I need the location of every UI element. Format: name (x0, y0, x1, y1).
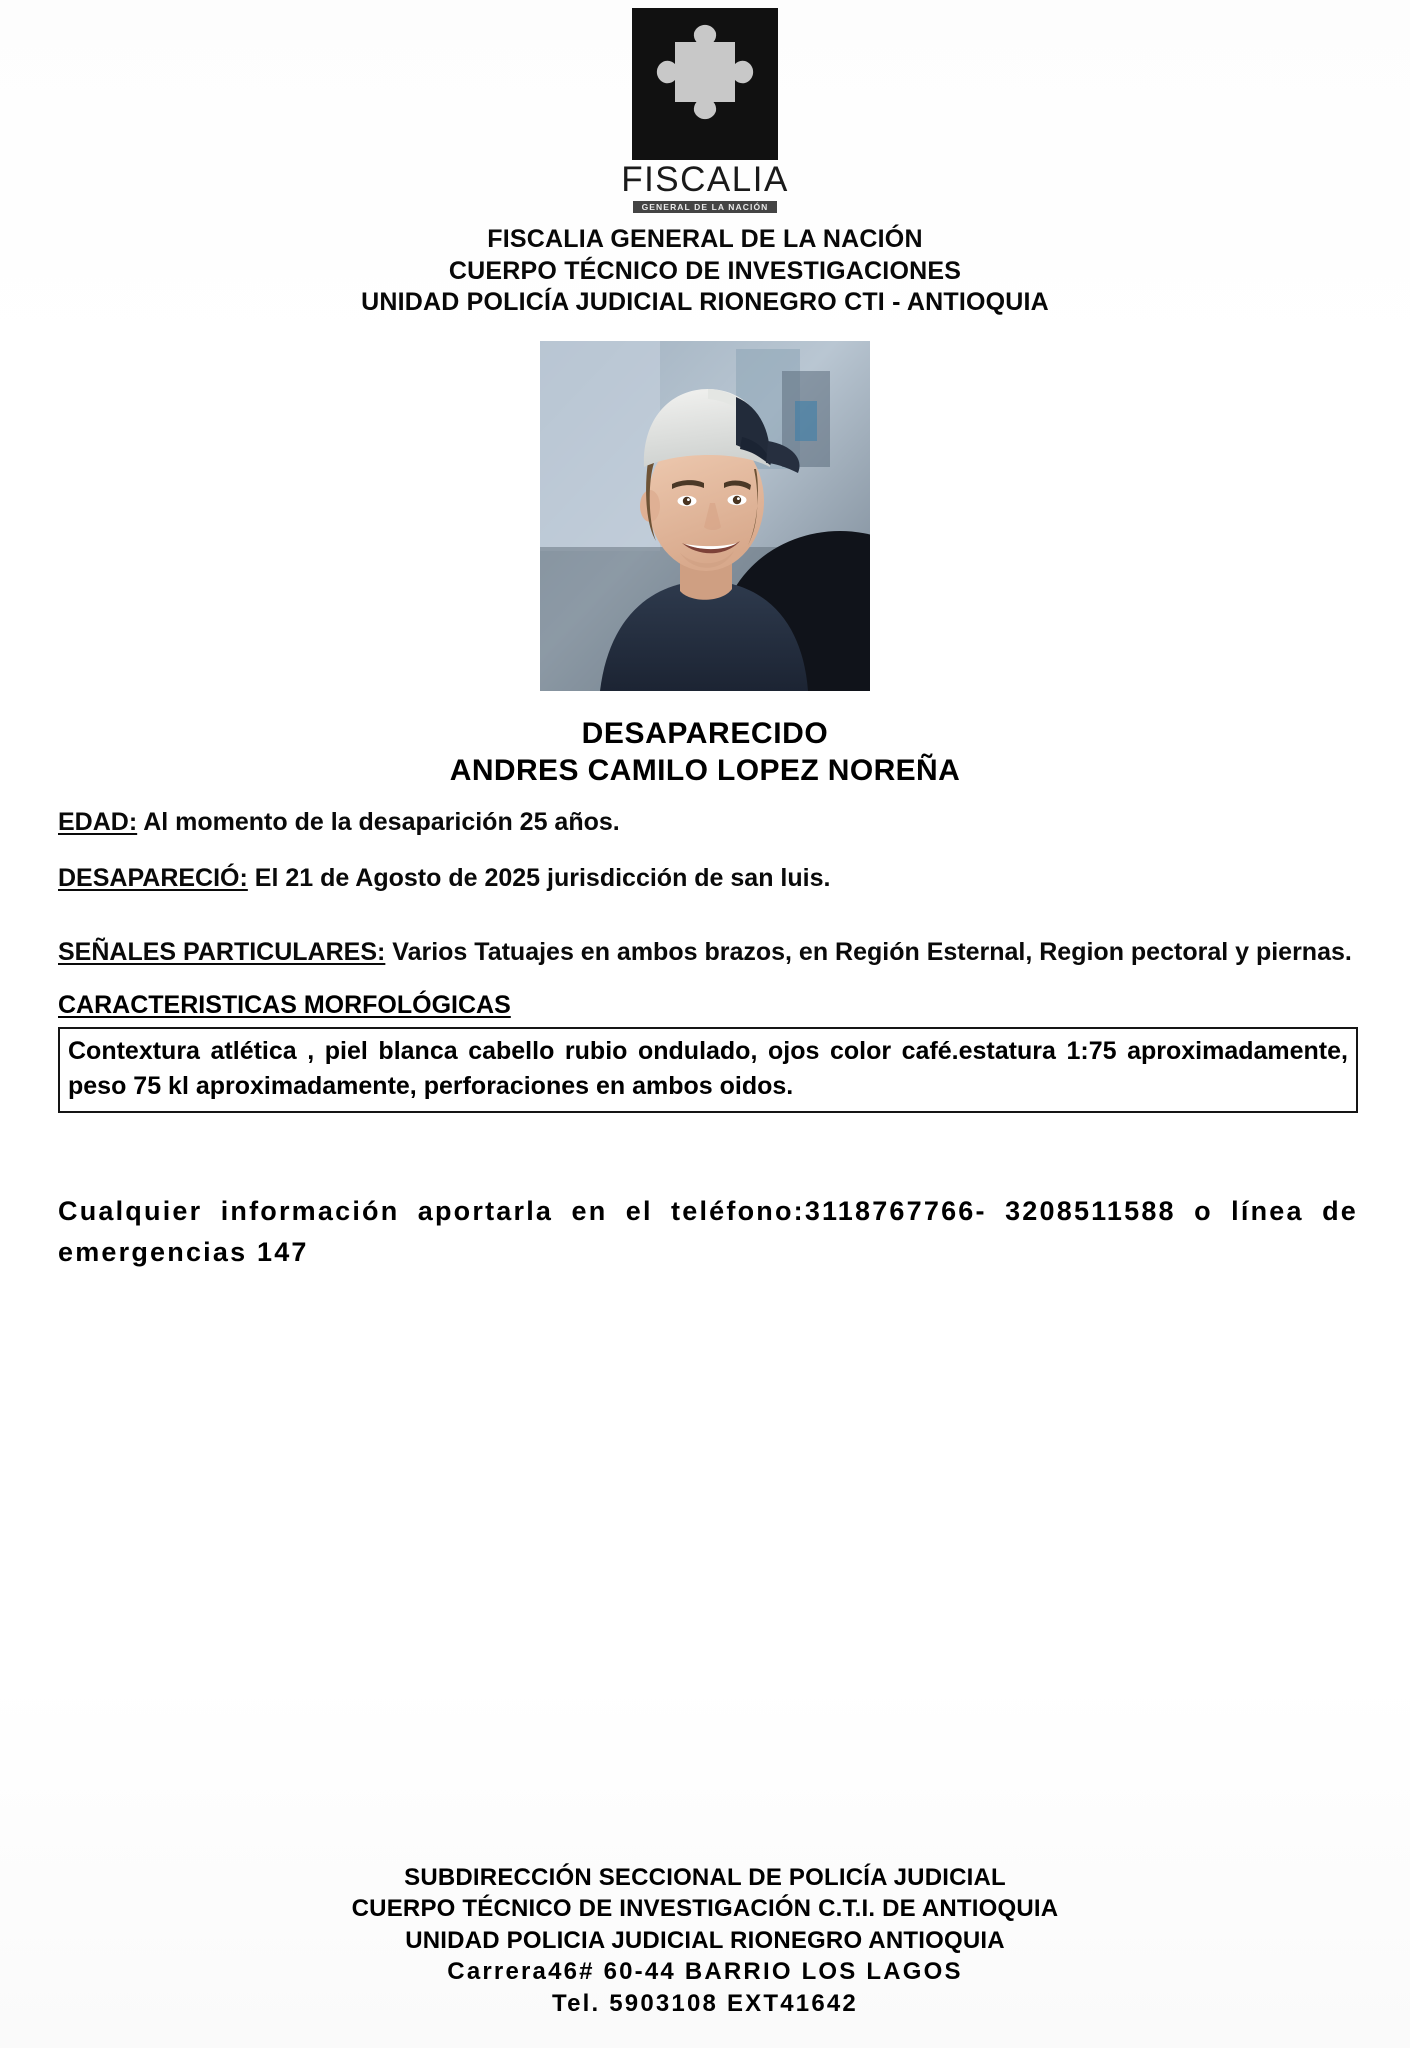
footer-telephone: Tel. 5903108 EXT41642 (552, 1989, 858, 2017)
person-full-name: ANDRES CAMILO LOPEZ NOREÑA (449, 753, 961, 787)
field-edad (58, 805, 1358, 839)
field-desaparecio (58, 861, 1358, 895)
field-edad-label: EDAD: (58, 808, 138, 837)
field-senales-particulares (58, 935, 1358, 969)
agency-header (0, 224, 1410, 319)
field-desaparecio-label: DESAPARECIÓ: (58, 864, 248, 893)
status-badge: DESAPARECIDO (581, 716, 829, 750)
morphology-heading: CARACTERISTICAS MORFOLÓGICAS (58, 991, 511, 1020)
footer-line-1: SUBDIRECCIÓN SECCIONAL DE POLICÍA JUDICIAL (404, 1864, 1006, 1892)
missing-person-photo (540, 341, 870, 691)
footer-line-3: UNIDAD POLICIA JUDICIAL RIONEGRO ANTIOQUIA (405, 1926, 1005, 1954)
details-section (0, 805, 1410, 1273)
fiscalia-sub-banner: GENERAL DE LA NACIÓN (633, 201, 778, 214)
field-senales-value: Varios Tatuajes en ambos brazos, en Región Esternal, Region pectoral y piernas. (385, 938, 1352, 967)
photo-container (0, 341, 1410, 691)
fiscalia-wordmark: FISCALIA (621, 160, 789, 199)
morphology-text: Contextura atlética , piel blanca cabello rubio ondulado, ojos color café.estatura 1:75 aproximadamente, peso 75 kl aproximadamente, perforaciones en ambos oidos. (58, 1027, 1358, 1113)
field-edad-value: Al momento de la desaparición 25 años. (137, 808, 620, 837)
morphology-section (58, 991, 1358, 1113)
field-senales-label: SEÑALES PARTICULARES: (58, 938, 386, 967)
agency-line-2: CUERPO TÉCNICO DE INVESTIGACIONES (448, 256, 962, 285)
agency-line-1: FISCALIA GENERAL DE LA NACIÓN (487, 225, 923, 254)
agency-line-3: UNIDAD POLICÍA JUDICIAL RIONEGRO CTI - ANTIOQUIA (361, 288, 1049, 317)
fiscalia-logo-block (0, 0, 1410, 213)
poster-footer (0, 1862, 1410, 2020)
contact-information: Cualquier información aportarla en el teléfono:3118767766- 3208511588 o línea de emergencias 147 (58, 1196, 1358, 1268)
puzzle-piece-icon (632, 8, 778, 160)
footer-line-2: CUERPO TÉCNICO DE INVESTIGACIÓN C.T.I. DE ANTIOQUIA (351, 1895, 1059, 1923)
footer-address: Carrera46# 60-44 BARRIO LOS LAGOS (447, 1957, 963, 1985)
notice-title-block (0, 715, 1410, 789)
field-desaparecio-value: El 21 de Agosto de 2025 jurisdicción de san luis. (247, 864, 831, 893)
